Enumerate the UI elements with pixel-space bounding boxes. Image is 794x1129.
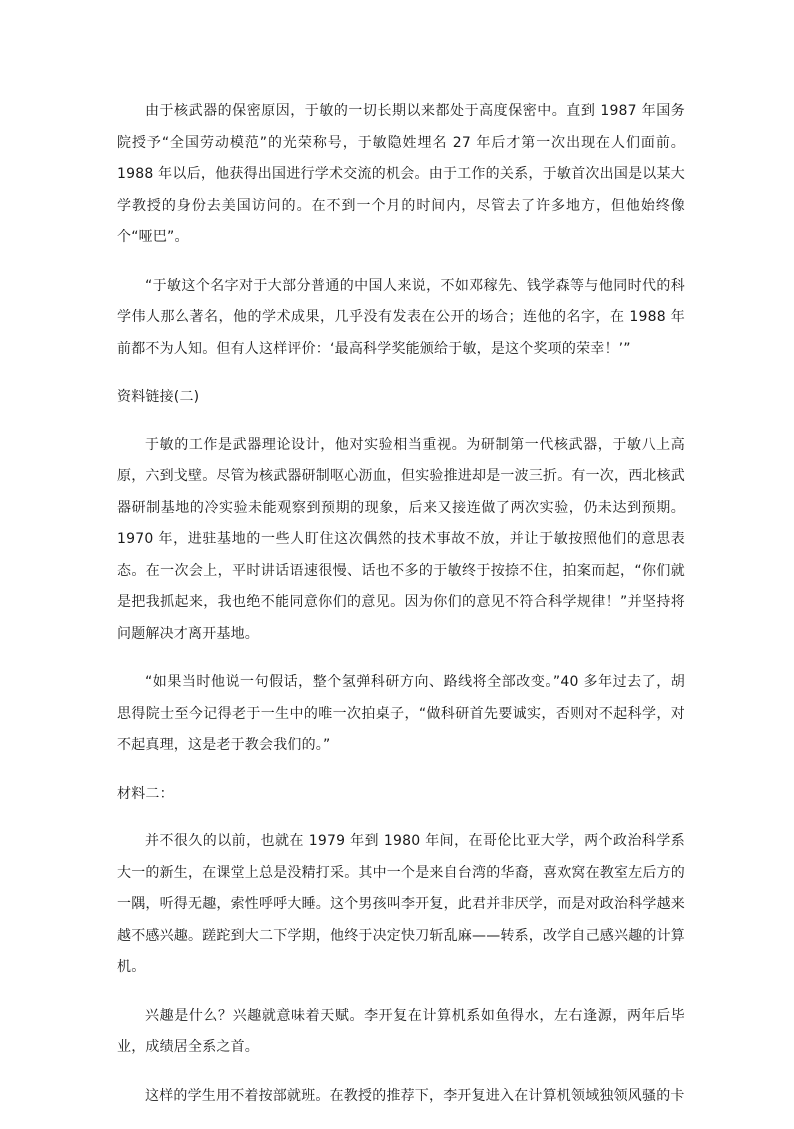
paragraph-1: 由于核武器的保密原因，于敏的一切长期以来都处于高度保密中。直到 1987 年国务院授予“全国劳动模范”的光荣称号，于敏隐姓埋名 27 年后才第一次出现在人们面前。1988 年以后，他获得出国进行学术交流的机会。由于工作的关系，于敏首次出国是以某大学教授的身份去美国访问的。在不到一个月的时间内，尽管去了许多地方，但他始终像个“哑巴”。 bbox=[117, 103, 685, 245]
paragraph-5: 并不很久的以前，也就在 1979 年到 1980 年间，在哥伦比亚大学，两个政治科学系大一的新生，在课堂上总是没精打采。其中一个是来自台湾的华裔，喜欢窝在教室左后方的一隅，听得无趣，索性呼呼大睡。这个男孩叫李开复，此君并非厌学，而是对政治科学越来越不感兴趣。蹉跎到大二下学期，他终于决定快刀斩乱麻——转系，改学自己感兴趣的计算机。 bbox=[117, 833, 685, 975]
paragraph-4-quote: “如果当时他说一句假话，整个氢弹科研方向、路线将全部改变。”40 多年过去了，胡思得院士至今记得老于一生中的唯一次拍桌子，“做科研首先要诚实，否则对不起科学，对不起真理，这是老于教会我们的。” bbox=[117, 674, 685, 753]
paragraph-6: 兴趣是什么？兴趣就意味着天赋。李开复在计算机系如鱼得水，左右逢源，两年后毕业，成绩居全系之首。 bbox=[117, 1007, 685, 1055]
document-body bbox=[117, 96, 685, 1129]
section-heading-material-2: 材料二： bbox=[117, 785, 174, 802]
paragraph-3: 于敏的工作是武器理论设计，他对实验相当重视。为研制第一代核武器，于敏八上高原，六到戈壁。尽管为核武器研制呕心沥血，但实验推进却是一波三折。有一次，西北核武器研制基地的冷实验未能观察到预期的现象，后来又接连做了两次实验，仍未达到预期。1970 年，进驻基地的一些人盯住这次偶然的技术事故不放，并让于敏按照他们的意思表态。在一次会上，平时讲话语速很慢、话也不多的于敏终于按捺不住，拍案而起，“你们就是把我抓起来，我也绝不能同意你们的意见。因为你们的意见不符合科学规律！”并坚持将问题解决才离开基地。 bbox=[117, 436, 685, 642]
section-heading-resource-link-2: 资料链接(二) bbox=[117, 389, 200, 405]
paragraph-7: 这样的学生用不着按部就班。在教授的推荐下，李开复进入在计算机领域独领风骚的卡 bbox=[145, 1087, 685, 1104]
paragraph-2-quote: “于敏这个名字对于大部分普通的中国人来说，不如邓稼先、钱学森等与他同时代的科学伟人那么著名，他的学术成果，几乎没有发表在公开的场合；连他的名字，在 1988 年前都不为人知。但有人这样评价：‘最高科学奖能颁给于敏，是这个奖项的荣幸！’” bbox=[117, 277, 685, 357]
